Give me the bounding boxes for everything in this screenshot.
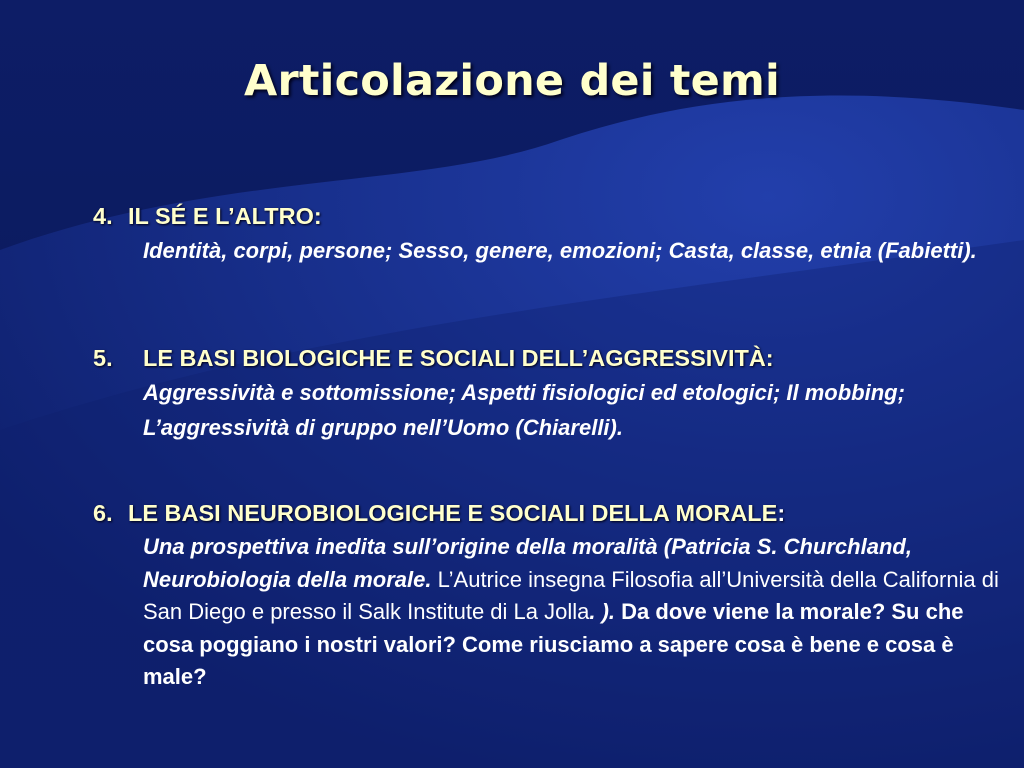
topic-item-6 <box>93 500 1013 694</box>
topic-item-5 <box>93 345 1013 445</box>
topic-heading <box>93 203 1013 230</box>
topic-number: 6. <box>93 500 113 526</box>
topic-item-4 <box>93 203 1013 269</box>
topic-description-bold: Da dove viene la morale? Su che cosa poggiano i nostri valori? Come riusciamo a sapere cosa è bene e cosa è male? <box>143 599 964 689</box>
topic-description-regular: L’Autrice insegna Filosofia all’Università della California di San Diego e presso il Salk Institute di La Jolla <box>143 566 999 624</box>
topic-heading <box>93 345 1013 372</box>
topic-description-italic-2: . ). <box>589 599 616 624</box>
topic-description-italic: Una prospettiva inedita sull’origine della moralità (Patricia S. Churchland, Neurobiologia della morale. <box>143 534 912 592</box>
topic-heading-text: LE BASI NEUROBIOLOGICHE E SOCIALI DELLA MORALE <box>128 500 778 526</box>
topic-heading <box>93 500 1013 527</box>
slide-title: Articolazione dei temi <box>244 56 780 106</box>
topic-description: Aggressività e sottomissione; Aspetti fisiologici ed etologici; Il mobbing; L’aggressività di gruppo nell’Uomo (Chiarelli). <box>143 380 905 440</box>
topic-number: 4. <box>93 203 113 229</box>
topic-description <box>143 531 1013 694</box>
topic-description: Identità, corpi, persone; Sesso, genere, emozioni; Casta, classe, etnia (Fabietti). <box>143 238 977 263</box>
topic-heading-text: LE BASI BIOLOGICHE E SOCIALI DELL’AGGRESSIVITÀ: <box>143 345 774 371</box>
topic-number: 5. <box>93 345 113 371</box>
topic-heading-colon: : <box>777 500 786 526</box>
topic-heading-text: IL SÉ E L’ALTRO: <box>128 203 322 229</box>
